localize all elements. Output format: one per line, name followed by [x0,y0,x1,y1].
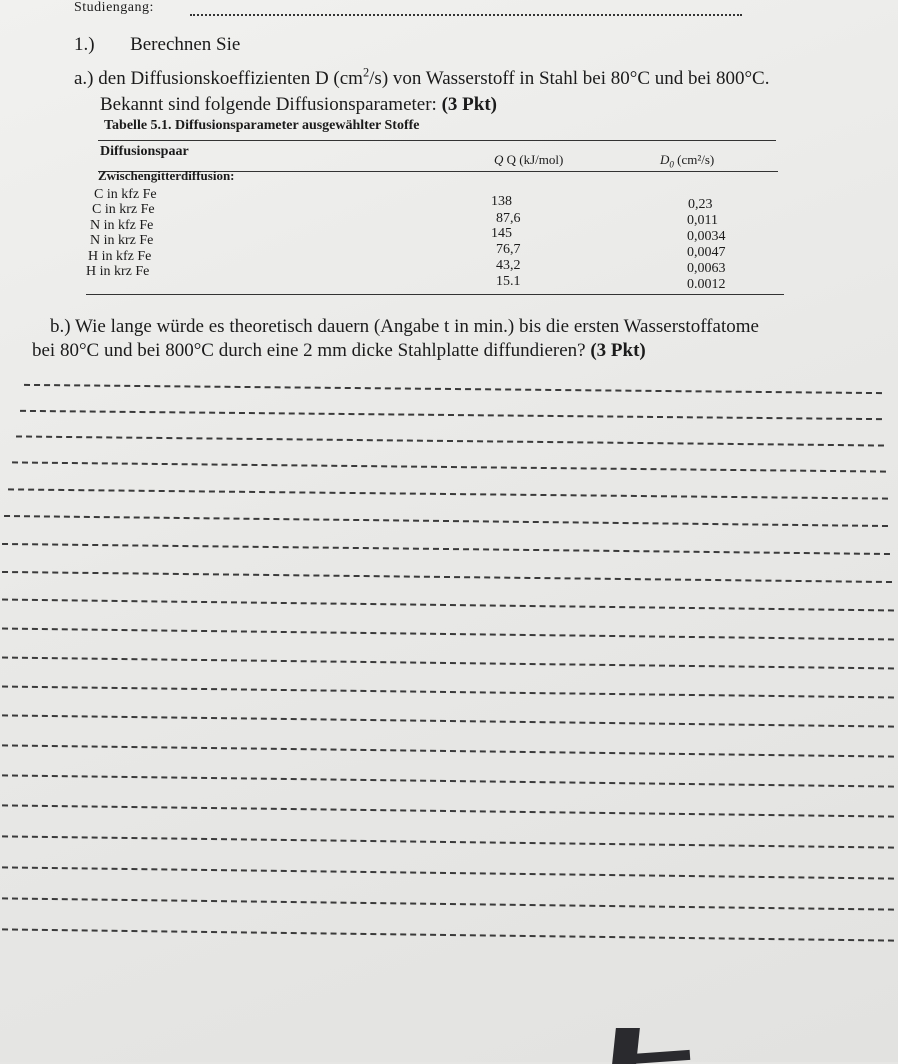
answer-line[interactable] [2,928,894,941]
answer-line[interactable] [8,488,888,499]
table-cell-pair: C in krz Fe [92,202,155,217]
table-cell-q: 138 [491,194,512,209]
table-cell-d0: 0,23 [688,197,713,212]
answer-line[interactable] [16,435,884,446]
table-caption: Tabelle 5.1. Diffusionsparameter ausgewählter Stoffe [104,118,420,133]
question-b-line-1: b.) Wie lange würde es theoretisch dauern (Angabe t in min.) bis die ersten Wasserstoffatome [50,316,759,337]
table-cell-q: 145 [491,226,512,241]
col-header-d0: $D_0$ (cm²/s) [660,152,715,170]
answer-line[interactable] [2,804,894,817]
table-bottom-rule [86,294,784,295]
col-header-pair: Diffusionspaar [100,144,189,159]
question-1 [74,34,240,56]
question-number: 1.) [74,34,95,55]
table-cell-pair: N in kfz Fe [90,218,154,233]
header-label: Studiengang: [74,0,154,15]
answer-line[interactable] [2,543,890,555]
answer-line[interactable] [2,571,892,583]
table-top-rule [98,140,776,141]
table-cell-q: 43,2 [496,258,521,273]
question-a-line-1: a.) den Diffusionskoeffizienten D $(cm^2/s)$ von Wasserstoff in Stahl bei 80°C und bei 800°C. [74,65,770,89]
table-cell-d0: 0,0034 [687,229,726,244]
answer-line[interactable] [12,461,886,472]
answer-line[interactable] [2,599,894,612]
points-label: (3 Pkt) [590,340,646,361]
answer-line[interactable] [20,410,882,420]
table-cell-d0: 0,0063 [687,261,726,276]
answer-line[interactable] [2,835,894,848]
table-cell-pair: H in krz Fe [86,264,150,279]
table-cell-q: 15.1 [496,274,521,289]
answer-line[interactable] [24,384,882,394]
points-label: (3 Pkt) [441,94,497,115]
table-cell-d0: 0,011 [687,213,718,228]
question-a-line-2: Bekannt sind folgende Diffusionsparameter: (3 Pkt) [100,94,497,115]
answer-line[interactable] [2,897,894,910]
answer-line[interactable] [2,866,894,879]
table-cell-q: 76,7 [496,242,521,257]
table-cell-pair: N in krz Fe [90,233,154,248]
table-cell-pair: H in kfz Fe [88,249,152,264]
question-b-line-2: bei 80°C und bei 800°C durch eine 2 mm dicke Stahlplatte diffundieren? (3 Pkt) [32,340,646,361]
answer-line[interactable] [4,515,888,527]
table-cell-q: 87,6 [496,211,521,226]
table-cell-d0: 0.0012 [687,277,726,292]
table-cell-pair: C in kfz Fe [94,187,157,202]
answer-line[interactable] [2,657,894,670]
answer-line[interactable] [2,628,894,641]
answer-line[interactable] [2,714,894,727]
answer-line[interactable] [2,744,894,757]
table-cell-d0: 0,0047 [687,245,726,260]
answer-line[interactable] [2,774,894,787]
header-dotted-line [190,14,742,16]
question-1-text: Berechnen Sie [130,34,241,55]
table-section-label: Zwischengitterdiffusion: [98,168,235,183]
col-header-q: Q Q (kJ/mol) [494,152,564,167]
answer-line[interactable] [2,686,894,699]
